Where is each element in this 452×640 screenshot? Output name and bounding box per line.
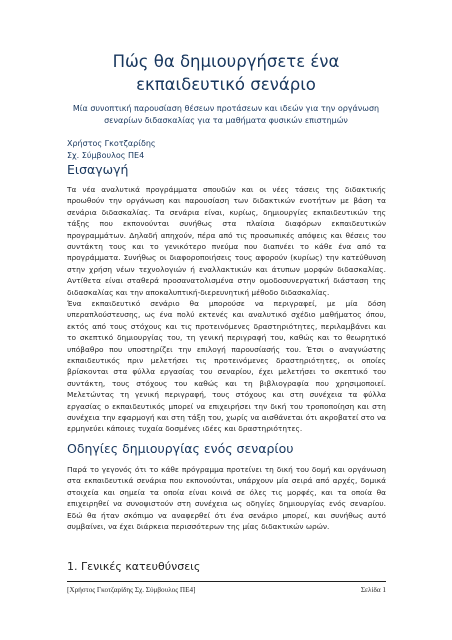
author-role: Σχ. Σύμβουλος ΠΕ4 bbox=[67, 151, 145, 160]
general-guidelines-heading: 1. Γενικές κατευθύνσεις bbox=[67, 560, 201, 573]
author-block bbox=[67, 138, 156, 162]
author-name: Χρήστος Γκοτζαρίδης bbox=[67, 139, 156, 148]
intro-heading: Εισαγωγή bbox=[67, 162, 129, 177]
guide-paragraph: Παρά το γεγονός ότι το κάθε πρόγραμμα προτείνει τη δική του δομή και οργάνωση στα εκπαιδευτικά σενάρια που εκπονούνται, υπάρχουν μία σειρά από αρχές, δομικά στοιχεία και σημεία τα οποία είναι κοινά σε όλες τις μορφές, και τα οποία θα επιχειρηθεί να συνοψιστούν στη συνέχεια ως οδηγίες δημιουργίας ενός σεναρίου. Εδώ θα ήταν σκόπιμο να αναφερθεί ότι ένα σενάριο μπορεί, και συνήθως αυτό συμβαίνει, να έχει διάρκεια περισσότερων της μίας διδακτικών ωρών. bbox=[67, 465, 386, 532]
footer-divider bbox=[67, 581, 386, 582]
intro-paragraph-2: Ένα εκπαιδευτικό σενάριο θα μπορούσε να περιγραφεί, με μία δόση υπεραπλούστευσης, ως ένα πολύ εκτενές και αναλυτικό σχέδιο μαθήματος όπου, εκτός από τους στόχους και τις προτεινόμενες δραστηριότητες, περιλαμβάνει και το σκεπτικό δημιουργίας του, τη γενική περιγραφή του, καθώς και το θεωρητικό υπόβαθρο που υποστηρίζει την επιλογή παρουσίασής του. Έτσι ο αναγνώστης εκπαιδευτικός πριν μελετήσει τις προτεινόμενες δραστηριότητες, οι οποίες βρίσκονται στα φύλλα εργασίας του σεναρίου, έχει μελετήσει το σκεπτικό του συντάκτη, τους στόχους του καθώς και τη βιβλιογραφία που χρησιμοποιεί. Μελετώντας τη γενική περιγραφή, τους στόχους και στη συνέχεια τα φύλλα εργασίας ο εκπαιδευτικός μπορεί να επιχειρήσει την δική του τροποποίηση και στη συνέχεια την εφαρμογή και στη τάξη του, χωρίς να αισθάνεται ότι ακροβατεί στο να ερμηνεύει κάποιες τυχαία δοσμένες ιδέες και δραστηριότητες. bbox=[67, 299, 386, 434]
footer-author: [Χρήστος Γκοτζαρίδης Σχ. Σύμβουλος ΠΕ4] bbox=[67, 586, 196, 594]
document-subtitle: Μία συνοπτική παρουσίαση θέσεων προτάσεων και ιδεών για την οργάνωση σεναρίων διδασκαλίας για τα μαθήματα φυσικών επιστημών bbox=[72, 104, 380, 125]
intro-paragraph-1: Τα νέα αναλυτικά προγράμματα σπουδών και οι νέες τάσεις της διδακτικής προωθούν την οργάνωση και παρουσίαση των διδακτικών ενοτήτων με βάση τα σενάρια διδασκαλίας. Τα σενάρια είναι, κυρίως, δημιουργίες εκπαιδευτικών της τάξης που εκπονούνται συνήθως στα πλαίσια διαφόρων εκπαιδευτικών προγραμμάτων. Δηλαδή απηχούν, πέρα από τις προσωπικές απόψεις και θέσεις του συντάκτη τους και το γενικότερο πνεύμα που διαπνέει το κάθε ένα από τα προγράμματα. Συνήθως οι διαφοροποιήσεις τους αφορούν (κυρίως) την κατεύθυνση στην χρήση νέων τεχνολογιών ή εναλλακτικών και άτυπων μορφών διδασκαλίας. Αντίθετα είναι σταθερά προσανατολισμένα στην ομοδοσυνεργατική διάσταση της διδασκαλίας και την αποκαλυπτική-διερευνητική μέθοδο διδασκαλίας. bbox=[67, 185, 386, 297]
guide-heading: Οδηγίες δημιουργίας ενός σεναρίου bbox=[67, 441, 294, 456]
page-number: Σελίδα 1 bbox=[360, 586, 386, 594]
document-title: Πώς θα δημιουργήσετε ένα εκπαιδευτικό σενάριο bbox=[112, 52, 340, 94]
